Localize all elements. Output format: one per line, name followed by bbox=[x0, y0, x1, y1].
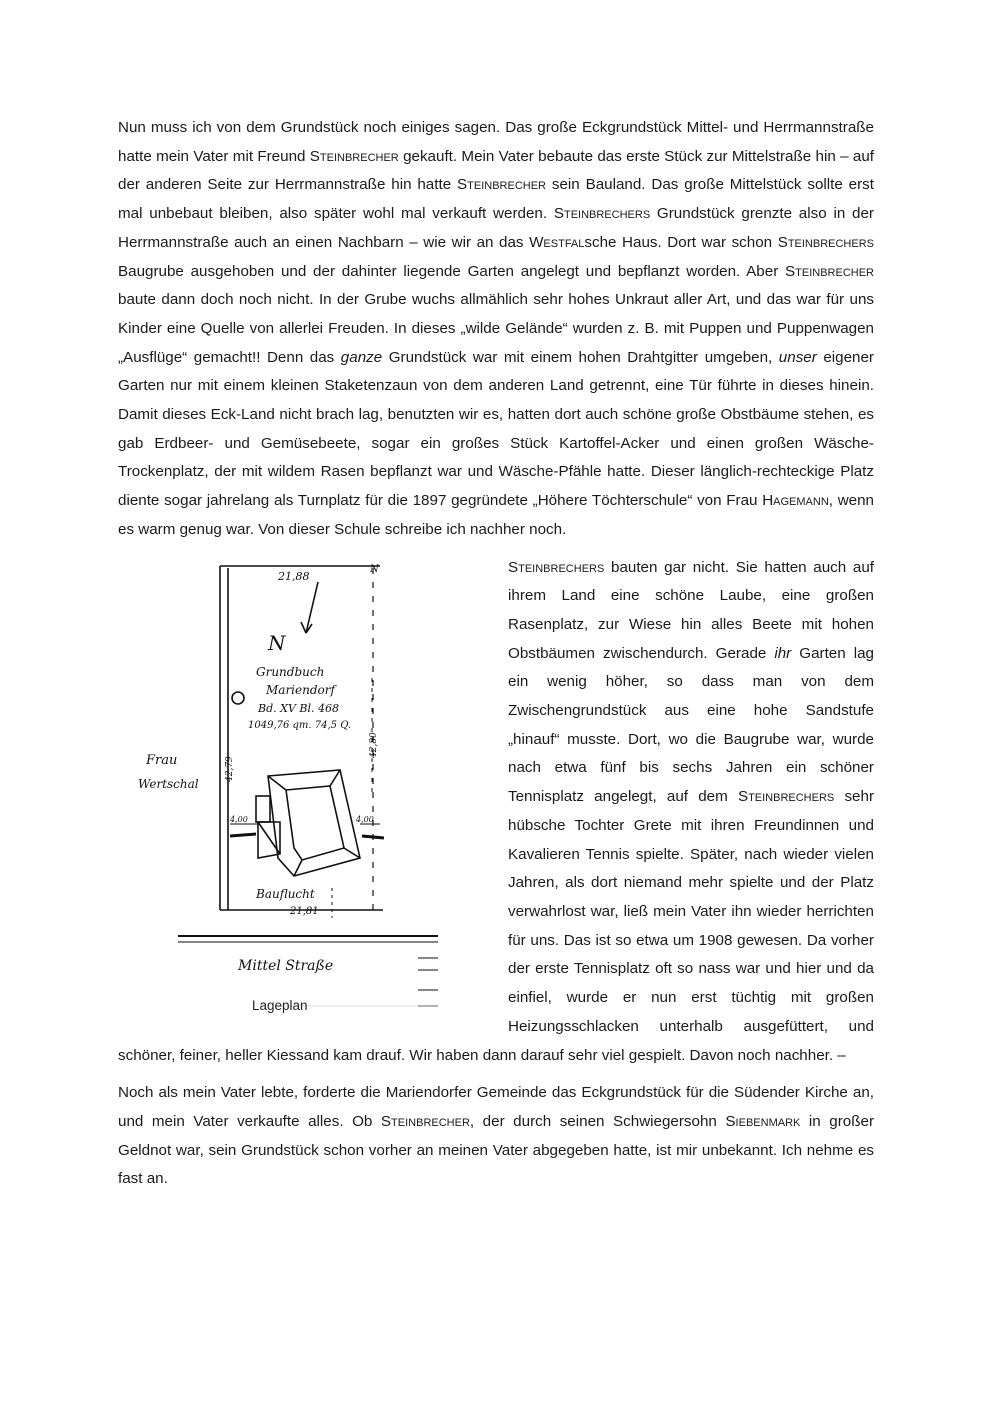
document-page bbox=[118, 114, 874, 1194]
bottom-dimension-label: 21,81 bbox=[290, 905, 319, 917]
figure-caption: Lageplan bbox=[252, 997, 308, 1013]
paragraph1-segment: gekauft. Mein Vater bebaute das erste Stück zur Mittelstraße hin – auf der anderen Seite zur Herrmannstraße hin hatte bbox=[118, 147, 874, 194]
grundbuch-line-4: 1049,76 qm. 74,5 Q. bbox=[248, 719, 352, 731]
paragraph3-segment: Siebenmark bbox=[725, 1112, 801, 1130]
top-dimension-label: 21,88 bbox=[278, 569, 310, 583]
site-plan-drawing bbox=[118, 558, 490, 1024]
paragraph1-segment: Steinbrechers bbox=[777, 233, 874, 251]
paragraph1-segment: Hagemann bbox=[762, 492, 829, 510]
paragraph-2 bbox=[118, 554, 874, 1071]
paragraph1-segment: Grundstück war mit einem hohen Drahtgitter umgeben, bbox=[382, 348, 779, 366]
paragraph3-segment: Noch als mein Vater lebte, forderte die Mariendorfer Gemeinde das Eckgrundstück für die Südender Kirche an, und mein Vater verkaufte alles. Ob bbox=[118, 1084, 874, 1130]
paragraph1-segment: , wenn es warm genug war. Von dieser Schule schreibe ich nachher noch. bbox=[118, 492, 875, 538]
paragraph2-segment: bauten gar nicht. Sie hatten auch auf ihrem Land eine schöne Laube, eine großen Rasenplatz, zur Wiese hin alles Beete mit hohen Obstbäumen zwischendurch. Gerade bbox=[508, 558, 874, 662]
paragraph-3 bbox=[118, 1079, 874, 1194]
paragraph3-segment: Steinbrecher bbox=[380, 1112, 470, 1130]
left-dimension-label: 42,79 bbox=[225, 755, 235, 782]
paragraph1-segment: Baugrube ausgehoben und der dahinter liegende Garten angelegt und bepflanzt worden. Aber bbox=[118, 262, 786, 280]
street-label: Mittel Straße bbox=[238, 957, 334, 974]
paragraph-1 bbox=[118, 114, 874, 545]
paragraph1-segment: Steinbrechers bbox=[553, 205, 651, 223]
left-small-dimension: 4,00 bbox=[230, 814, 248, 824]
right-dimension-label: 42,80 bbox=[369, 731, 379, 758]
paragraph3-segment: , der durch seinen Schwiegersohn bbox=[469, 1112, 726, 1130]
paragraph1-segment: baute dann doch noch nicht. In der Grube wuchs allmählich sehr hohes Unkraut aller Art, und das war für uns Kinder eine Quelle von allerlei Freuden. In dieses „wilde Gelände“ wurden z. B. mit Puppen und Puppenwagen „Ausflüge“ gemacht!! Denn das bbox=[118, 291, 874, 366]
paragraph1-segment: Steinbrecher bbox=[785, 262, 874, 280]
neighbor-label-1: Frau bbox=[146, 752, 178, 768]
paragraph2-segment: ihr bbox=[774, 644, 792, 662]
paragraph1-segment: sche Haus. Dort war schon bbox=[584, 233, 778, 251]
paragraph2-segment: sehr hübsche Tochter Grete mit ihren Freundinnen und Kavalieren Tennis spielte. Später, nach wieder vielen Jahren, als dort niemand mehr spielte und der Platz verwahrlost war, ließ mein Vater ihn wieder herrichten für uns. Das ist so etwa um 1908 gewesen. Da vorher der erste Tennisplatz oft so nass war und hier und da einfiel, wurde er nun erst tüchtig mit großen Heizungsschlacken unterhalb ausgefüttert, und schöner, feiner, heller Kiessand kam drauf. Wir haben dann darauf sehr viel gespielt. Davon noch nachher. – bbox=[118, 788, 874, 1064]
north-label: N bbox=[268, 630, 286, 655]
paragraph1-segment: Steinbrecher bbox=[309, 147, 399, 165]
paragraph2-segment: Steinbrechers bbox=[508, 558, 605, 576]
bauflucht-label: Bauflucht bbox=[256, 886, 315, 901]
grundbuch-line-2: Mariendorf bbox=[266, 682, 335, 697]
neighbor-label-2: Wertschal bbox=[138, 776, 199, 791]
grundbuch-line-3: Bd. XV Bl. 468 bbox=[258, 701, 339, 715]
corner-mark: N bbox=[370, 563, 379, 575]
paragraph3-segment: in großer Geldnot war, sein Grundstück schon vorher an meinen Vater abgegeben hatte, ist mir unbekannt. Ich nehme es fast an. bbox=[118, 1112, 874, 1188]
paragraph2-segment: Steinbrechers bbox=[737, 788, 835, 806]
paragraph2-segment: Garten lag ein wenig höher, so dass man von dem Zwischengrundstück aus eine hohe Sandstufe „hinauf“ musste. Dort, wo die Baugrube war, wurde nach etwa fünf bis sechs Jahren ein schöner Tennisplatz angelegt, auf dem bbox=[508, 644, 874, 806]
paragraph1-segment: Steinbrecher bbox=[457, 176, 546, 194]
paragraph1-segment: sein Bauland. Das große Mittelstück sollte erst mal unbebaut bleiben, also später wohl mal verkauft werden. bbox=[118, 176, 874, 223]
paragraph1-segment: Westfal bbox=[529, 233, 585, 251]
paragraph1-segment: eigener Garten nur mit einem kleinen Staketenzaun von dem anderen Land getrennt, eine Tür führte in dieses hinein. Damit dieses Eck-Land nicht brach lag, benutzten wir es, hatten dort auch schöne große Obstbäume stehen, es gab Erdbeer- und Gemüsebeete, sogar ein großes Stück Kartoffel-Acker und einen großen Wäsche-Trockenplatz, der mit wildem Rasen bepflanzt war und Wäsche-Pfähle hatte. Dieser länglich-rechteckige Platz diente sogar jahrelang als Turnplatz für die 1897 gegründete „Höhere Töchterschule“ von Frau bbox=[118, 348, 874, 510]
right-small-dimension: 4,00 bbox=[356, 814, 374, 824]
site-plan-figure bbox=[118, 558, 490, 1024]
grundbuch-line-1: Grundbuch bbox=[256, 664, 325, 679]
paragraph1-segment: Nun muss ich von dem Grundstück noch einiges sagen. Das große Eckgrundstück Mittel- und Herrmannstraße hatte mein Vater mit Freund bbox=[118, 119, 874, 165]
paragraph1-segment: Grundstück grenzte also in der Herrmannstraße auch an einen Nachbarn – wie wir an das bbox=[118, 205, 874, 251]
paragraph1-segment: unser bbox=[778, 348, 817, 366]
paragraph1-segment: ganze bbox=[340, 348, 383, 366]
